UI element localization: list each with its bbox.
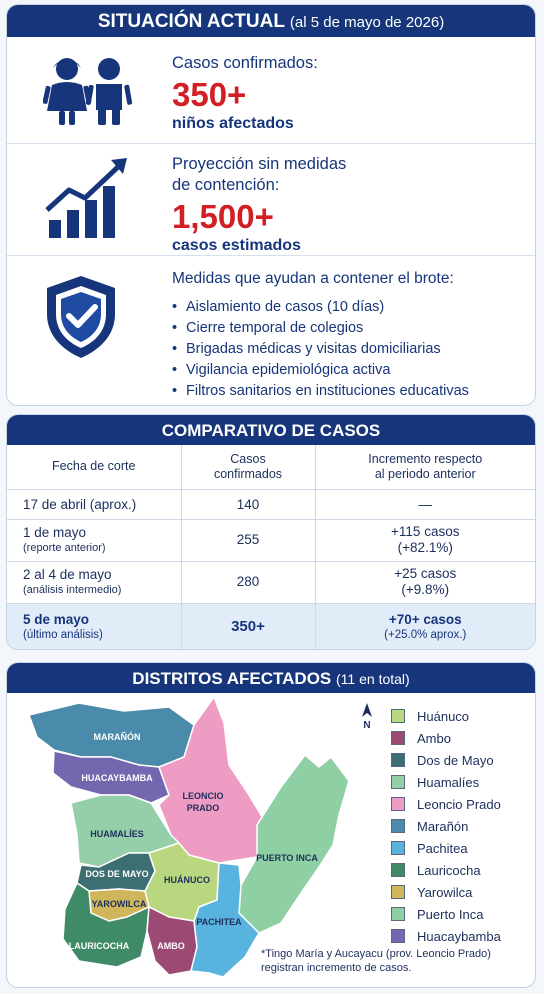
row-increment: — [315, 489, 535, 519]
legend-swatch [391, 797, 405, 811]
legend-item [391, 815, 501, 837]
measures-title: Medidas que ayudan a contener el brote: [172, 270, 454, 287]
map-label-yarowilca: YAROWILCA [91, 899, 147, 909]
confirmed-value: 350+ [172, 76, 247, 113]
row-cases: 255 [181, 519, 315, 561]
map-label-dos-de-mayo: DOS DE MAYO [85, 869, 149, 879]
comparison-table [7, 445, 535, 649]
legend-label: Puerto Inca [417, 906, 484, 922]
legend-label: Dos de Mayo [417, 752, 494, 768]
map-label-maranon: MARAÑÓN [93, 732, 141, 742]
legend-label: Pachitea [417, 840, 468, 856]
confirmed-caption: niños afectados [172, 115, 294, 132]
legend-item [391, 727, 501, 749]
map-label-pachitea: PACHITEA [196, 917, 242, 927]
measure-item: • Filtros sanitarios en instituciones educativas [172, 381, 469, 402]
legend-swatch [391, 841, 405, 855]
row-increment: +115 casos (+82.1%) [315, 519, 535, 561]
districts-count: (11 en total) [336, 671, 410, 687]
legend-label: Huacaybamba [417, 928, 501, 944]
legend-item [391, 705, 501, 727]
legend-item [391, 903, 501, 925]
district-map [19, 695, 359, 985]
legend-item [391, 925, 501, 947]
legend-label: Huánuco [417, 708, 470, 724]
measures-list [172, 297, 469, 402]
map-note: *Tingo María y Aucayacu (prov. Leoncio Prado) registran incremento de casos. [261, 948, 491, 974]
situation-panel [6, 4, 536, 406]
map-label-ambo: AMBO [157, 941, 185, 951]
col-header-cases: Casos confirmados [181, 445, 315, 489]
projection-block [7, 143, 535, 255]
table-row [7, 489, 535, 519]
projection-label-2: de contención: [172, 176, 280, 194]
map-legend [391, 705, 501, 947]
map-label-huamalies: HUAMALÍES [90, 829, 144, 839]
legend-item [391, 859, 501, 881]
measure-item: • Brigadas médicas y visitas domiciliarias [172, 339, 469, 360]
table-row-highlight [7, 603, 535, 649]
comparison-title: COMPARATIVO DE CASOS [7, 415, 535, 445]
legend-label: Yarowilca [417, 884, 473, 900]
districts-header [7, 663, 535, 693]
legend-swatch [391, 929, 405, 943]
row-date: 2 al 4 de mayo (análisis intermedio) [7, 561, 181, 603]
legend-label: Leoncio Prado [417, 796, 501, 812]
measures-block [7, 255, 535, 405]
legend-swatch [391, 885, 405, 899]
legend-swatch [391, 753, 405, 767]
legend-item [391, 837, 501, 859]
situation-title: SITUACIÓN ACTUAL [97, 11, 285, 32]
table-row [7, 561, 535, 603]
measure-item: • Aislamiento de casos (10 días) [172, 297, 469, 318]
legend-item [391, 881, 501, 903]
confirmed-cases-block [7, 37, 535, 143]
row-cases: 350+ [181, 603, 315, 649]
legend-item [391, 749, 501, 771]
col-header-date: Fecha de corte [7, 445, 181, 489]
map-label-puerto-inca: PUERTO INCA [256, 853, 318, 863]
measure-item: • Cierre temporal de colegios [172, 318, 469, 339]
comparison-panel [6, 414, 536, 650]
districts-title: DISTRITOS AFECTADOS [132, 669, 332, 688]
map-label-prado: PRADO [186, 803, 220, 813]
map-label-leoncio: LEONCIO [182, 791, 224, 801]
row-date: 1 de mayo (reporte anterior) [7, 519, 181, 561]
projection-caption: casos estimados [172, 237, 301, 254]
legend-swatch [391, 731, 405, 745]
legend-label: Huamalíes [417, 774, 480, 790]
row-increment: +70+ casos (+25.0% aprox.) [315, 603, 535, 649]
legend-item [391, 771, 501, 793]
legend-label: Marañón [417, 818, 469, 834]
legend-swatch [391, 863, 405, 877]
map-label-huacaybamba: HUACAYBAMBA [81, 773, 153, 783]
legend-swatch [391, 775, 405, 789]
row-cases: 280 [181, 561, 315, 603]
districts-panel [6, 662, 536, 988]
projection-label-1: Proyección sin medidas [172, 155, 347, 173]
confirmed-label: Casos confirmados: [172, 54, 318, 72]
shield-check-icon [43, 274, 153, 365]
col-header-increment: Incremento respecto al periodo anterior [315, 445, 535, 489]
projection-value: 1,500+ [172, 198, 274, 235]
map-label-lauricocha: LAURICOCHA [68, 941, 130, 951]
legend-item [391, 793, 501, 815]
north-arrow-icon: N [360, 703, 374, 731]
row-date: 5 de mayo (último análisis) [7, 603, 181, 649]
situation-date: (al 5 de mayo de 2026) [289, 14, 445, 31]
situation-header [7, 5, 535, 37]
map-label-huanuco: HUÁNUCO [164, 875, 210, 885]
table-header-row [7, 445, 535, 489]
legend-label: Lauricocha [417, 862, 481, 878]
legend-label: Ambo [417, 730, 451, 746]
row-cases: 140 [181, 489, 315, 519]
legend-swatch [391, 819, 405, 833]
legend-swatch [391, 907, 405, 921]
legend-swatch [391, 709, 405, 723]
row-increment: +25 casos (+9.8%) [315, 561, 535, 603]
measure-item: • Vigilancia epidemiológica activa [172, 360, 469, 381]
table-row [7, 519, 535, 561]
growth-chart-icon [43, 158, 153, 247]
row-date: 17 de abril (aprox.) [7, 489, 181, 519]
children-icon [43, 55, 153, 130]
